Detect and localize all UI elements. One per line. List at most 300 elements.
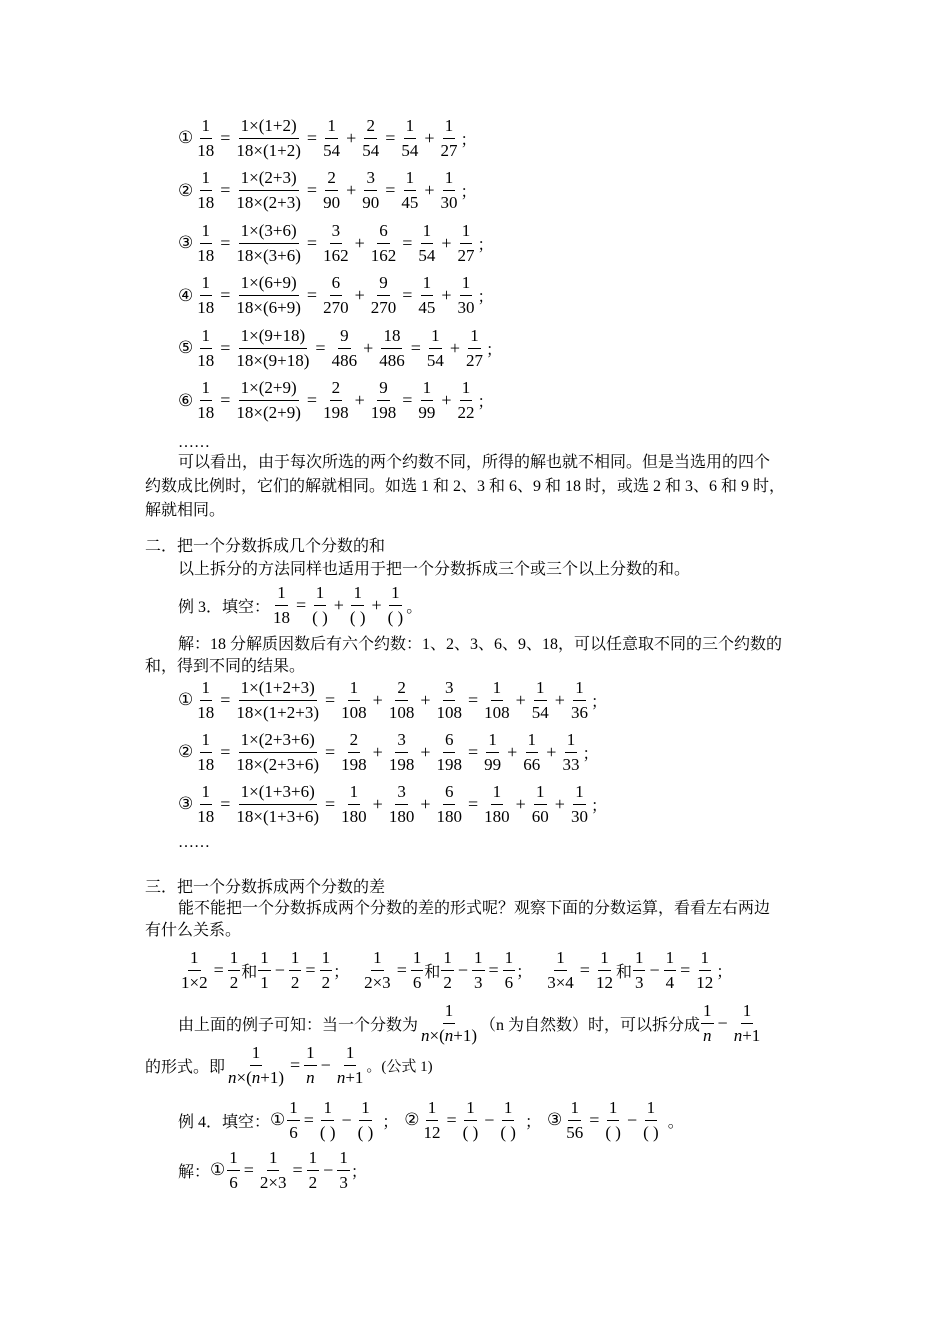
denominator: 45 [418, 298, 436, 317]
fraction [234, 780, 321, 829]
fraction [439, 166, 460, 215]
numerator: 1 [404, 166, 417, 191]
numerator: 1 [460, 376, 473, 401]
punctuation: ； [333, 963, 350, 981]
fraction [258, 946, 271, 995]
fraction [321, 219, 351, 268]
numerator: 1 [503, 946, 516, 971]
fraction [195, 271, 216, 320]
equation-line [178, 166, 477, 216]
circle-number: ④ [178, 285, 194, 305]
fraction [482, 780, 512, 829]
operator: = [325, 793, 336, 814]
fraction [362, 946, 393, 995]
numerator: 1 [421, 376, 434, 401]
denominator: ( ) [500, 1122, 516, 1142]
numerator: 1×(1+2) [239, 114, 299, 139]
fraction [503, 946, 516, 995]
operator: + [554, 793, 565, 814]
and-word: 和 [424, 963, 441, 981]
fraction [234, 728, 321, 777]
operator: = [213, 959, 224, 980]
operator: − [274, 959, 285, 980]
numerator: 1 [200, 728, 213, 753]
circle-number: ③ [178, 233, 194, 252]
section-intro: 以上拆分的方法同样也适用于把一个分数拆成三个或三个以上分数的和。 [178, 561, 691, 578]
denominator: 54 [401, 140, 419, 160]
denominator: 18 [197, 350, 215, 370]
and-word: 和 [615, 963, 632, 981]
equation-line [178, 218, 494, 268]
denominator: 180 [388, 806, 415, 826]
operator: + [346, 180, 357, 200]
fraction [664, 946, 677, 995]
fraction [226, 1041, 286, 1090]
numerator: 1 [258, 946, 271, 971]
fraction [195, 114, 216, 163]
denominator: 3×4 [547, 972, 574, 992]
numerator: 1 [307, 1146, 320, 1171]
numerator: 1 [200, 324, 213, 349]
punctuation: ； [350, 1163, 367, 1181]
operator: = [385, 127, 396, 148]
denominator: 18 [197, 403, 215, 422]
denominator: 3 [474, 972, 483, 992]
punctuation: 。 [406, 598, 423, 616]
denominator: 18×(1+2) [236, 140, 301, 160]
operator: = [402, 285, 413, 305]
fraction [416, 271, 437, 320]
fraction [530, 676, 551, 725]
fraction [694, 946, 715, 995]
operator: = [220, 180, 231, 200]
numerator: 1 [464, 1096, 477, 1121]
operator: − [323, 1159, 334, 1180]
numerator: 2 [395, 676, 408, 701]
numerator: 6 [330, 271, 343, 296]
circle-number: ② [178, 180, 194, 200]
fraction [482, 676, 512, 725]
fraction [234, 166, 303, 215]
denominator: 162 [370, 245, 397, 265]
punctuation: ； [582, 745, 599, 763]
numerator: 1 [443, 114, 456, 139]
denominator: 54 [418, 245, 436, 265]
numerator: 1 [411, 946, 424, 971]
denominator: ( ) [387, 607, 404, 627]
numerator: 1 [633, 946, 646, 971]
fraction [461, 1096, 481, 1145]
fraction [399, 114, 420, 163]
circle-number: ③ [178, 794, 194, 813]
denominator: 18 [273, 607, 291, 627]
section-heading: 二．把一个分数拆成几个分数的和 [145, 538, 386, 555]
fraction [411, 946, 424, 995]
operator: = [488, 959, 499, 980]
numerator: 1×(1+2+3) [239, 676, 317, 701]
operator: = [306, 285, 318, 305]
denominator: 18 [197, 702, 215, 722]
operator: = [296, 594, 307, 615]
fraction [289, 946, 302, 995]
denominator: 90 [362, 193, 380, 212]
numerator: 1 [200, 780, 213, 805]
numerator: 1 [664, 946, 677, 971]
numerator: 9 [338, 324, 351, 349]
paragraph-line: 约数成比例时，它们的解就相同。如选 1 和 2、3 和 6、9 和 18 时，或选 2 和 3、6 和 9 时， [145, 478, 786, 495]
numerator: 1 [491, 676, 504, 701]
punctuation: ； [590, 693, 607, 711]
denominator: 3 [339, 1172, 348, 1192]
numerator: 6 [443, 728, 456, 753]
operator: − [649, 959, 660, 980]
fraction [521, 728, 542, 777]
operator: = [325, 689, 336, 710]
numerator: 9 [377, 376, 390, 401]
numerator: 1 [200, 166, 213, 191]
numerator: 1 [491, 780, 504, 805]
numerator: 1 [565, 728, 578, 753]
fraction [422, 1096, 443, 1145]
fraction [195, 219, 216, 268]
numerator: 1 [228, 946, 241, 971]
fraction [456, 219, 477, 268]
operator: = [402, 232, 413, 253]
numerator: 1×(2+3) [239, 166, 299, 191]
numerator: 1 [607, 1096, 620, 1121]
fraction [339, 676, 369, 725]
operator: + [554, 689, 565, 710]
equation-line [178, 376, 494, 426]
numerator: 1 [460, 219, 473, 244]
numerator: 1 [304, 1041, 317, 1066]
denominator: 6 [289, 1122, 298, 1142]
fraction [594, 946, 615, 995]
denominator: 90 [323, 193, 341, 212]
denominator: 2 [308, 1172, 318, 1192]
fraction [321, 114, 342, 163]
fraction [195, 166, 216, 215]
denominator: 36 [570, 702, 588, 722]
operator: + [372, 689, 383, 710]
operator: + [363, 337, 374, 358]
denominator: 27 [440, 140, 458, 160]
denominator: 180 [484, 806, 510, 826]
fraction [530, 780, 551, 829]
fraction [234, 271, 303, 320]
denominator: 198 [370, 403, 397, 422]
fraction [258, 1146, 289, 1195]
denominator: 198 [388, 754, 415, 774]
denominator: 1 [260, 972, 269, 992]
denominator: ( ) [605, 1122, 621, 1142]
denominator: 198 [341, 754, 367, 774]
fraction [337, 1146, 350, 1195]
numerator: 1 [534, 676, 547, 701]
operator: = [402, 390, 413, 410]
example-label: 例 4．填空： [178, 1113, 271, 1131]
operator: = [220, 232, 231, 253]
denominator: 108 [388, 702, 415, 722]
denominator: 18 [197, 806, 215, 826]
fraction [234, 219, 303, 268]
and-word: 和 [241, 963, 258, 981]
punctuation: ； [524, 1113, 541, 1131]
operator: − [484, 1109, 495, 1130]
denominator: 2×3 [259, 1172, 287, 1192]
denominator: 18×(2+3) [236, 193, 301, 212]
denominator: 486 [331, 350, 358, 370]
numerator: 1 [348, 676, 361, 701]
punctuation: ； [382, 1113, 399, 1131]
fraction [434, 676, 464, 725]
numerator: 1 [325, 114, 338, 139]
operator: = [306, 180, 318, 200]
fraction [439, 114, 460, 163]
numerator: 3 [364, 166, 377, 191]
denominator: 12 [696, 972, 714, 992]
fraction [387, 728, 417, 777]
numerator: 3 [443, 676, 456, 701]
fraction [304, 1041, 317, 1090]
fraction [564, 1096, 585, 1145]
denominator: 18 [197, 298, 215, 317]
section-intro: 能不能把一个分数拆成两个分数的差的形式呢？观察下面的分数运算，看看左右两边 [178, 900, 771, 917]
fraction [464, 324, 485, 373]
fraction [320, 946, 333, 995]
denominator: 18 [197, 245, 215, 265]
operator: + [372, 793, 383, 814]
denominator: 12 [423, 1122, 441, 1142]
fraction [472, 946, 485, 995]
fraction [339, 780, 369, 829]
denominator: 22 [457, 403, 475, 422]
circle-number: ① [178, 690, 194, 709]
fraction [321, 271, 351, 320]
denominator: 30 [440, 193, 458, 212]
denominator: ( ) [462, 1122, 479, 1142]
equation-line [178, 271, 494, 321]
numerator: 1 [534, 780, 547, 805]
fraction [641, 1096, 661, 1145]
denominator: n×(n+1) [228, 1067, 285, 1087]
numerator: 1×(3+6) [239, 219, 299, 244]
numerator: 1 [348, 780, 361, 805]
operator: + [354, 390, 365, 410]
solution-line: 和，得到不同的结果。 [145, 658, 306, 675]
solution-line: 解：18 分解质因数后有六个约数：1、2、3、6、9、18，可以任意取不同的三个约数的 [178, 636, 783, 653]
denominator: 180 [341, 806, 367, 826]
denominator: 270 [323, 298, 349, 317]
formula-text: （n 为自然数）时，可以拆分成 [480, 1016, 701, 1034]
denominator: n+1 [336, 1067, 364, 1087]
operator: = [220, 793, 231, 814]
fraction [228, 946, 241, 995]
numerator: 1×(2+3+6) [239, 728, 317, 753]
operator: = [680, 959, 691, 980]
fraction [701, 999, 714, 1048]
numerator: 1 [443, 999, 456, 1024]
operator: = [315, 337, 326, 358]
operator: + [441, 232, 452, 253]
denominator: 30 [570, 806, 588, 826]
numerator: 1 [200, 376, 213, 401]
punctuation: ； [477, 236, 494, 254]
formula-label: 。(公式 1) [366, 1058, 433, 1075]
numerator: 1×(2+9) [239, 376, 299, 401]
numerator: 1 [200, 271, 213, 296]
fraction [441, 946, 454, 995]
numerator: 1 [441, 946, 454, 971]
denominator: 99 [484, 754, 502, 774]
operator: + [515, 793, 526, 814]
denominator: 108 [436, 702, 462, 722]
numerator: 1 [287, 1096, 300, 1121]
operator: + [420, 741, 431, 762]
denominator: 12 [595, 972, 613, 992]
operator: = [220, 127, 231, 148]
operator: + [333, 594, 344, 615]
numerator: 1 [344, 1041, 357, 1066]
operator: = [579, 959, 590, 980]
numerator: 1 [320, 946, 333, 971]
numerator: 1 [468, 324, 481, 349]
denominator: ( ) [643, 1122, 659, 1142]
fraction [195, 324, 216, 373]
denominator: 270 [370, 298, 397, 317]
numerator: 1 [502, 1096, 515, 1121]
paragraph-line: 解就相同。 [145, 502, 226, 519]
numerator: 2 [364, 114, 377, 139]
operator: = [306, 127, 318, 148]
fraction [195, 376, 216, 425]
denominator: 18×(2+3+6) [236, 754, 319, 774]
equation-line [178, 727, 598, 777]
fraction [195, 780, 216, 829]
denominator: 198 [323, 403, 349, 422]
denominator: 4 [665, 972, 675, 992]
operator: + [441, 285, 452, 305]
fraction [234, 114, 303, 163]
denominator: 198 [436, 754, 462, 774]
punctuation: ； [460, 131, 477, 149]
operator: + [420, 793, 431, 814]
operator: = [396, 959, 407, 980]
operator: + [424, 127, 435, 148]
operator: = [243, 1159, 254, 1180]
denominator: 27 [466, 350, 484, 370]
numerator: 1 [289, 946, 302, 971]
ellipsis: …… [178, 434, 210, 451]
fraction [399, 166, 420, 215]
numerator: 1 [426, 1096, 439, 1121]
numerator: 1 [472, 946, 485, 971]
numerator: 1 [573, 676, 586, 701]
denominator: 18×(1+2+3) [236, 702, 319, 722]
fraction [425, 324, 446, 373]
numerator: 1 [486, 728, 499, 753]
fraction [456, 376, 477, 425]
operator: + [354, 285, 365, 305]
numerator: 1×(1+3+6) [239, 780, 317, 805]
denominator: 66 [523, 754, 541, 774]
denominator: 18 [197, 754, 215, 774]
fraction [416, 219, 437, 268]
denominator: 18 [197, 140, 215, 160]
circle-number: ⑤ [178, 338, 194, 357]
fraction [234, 376, 303, 425]
fraction [603, 1096, 623, 1145]
fraction [287, 1096, 300, 1145]
denominator: ( ) [357, 1122, 374, 1142]
numerator: 18 [381, 324, 402, 349]
punctuation: 。 [667, 1113, 684, 1131]
numerator: 1 [699, 946, 712, 971]
punctuation: ； [590, 797, 607, 815]
denominator: 6 [504, 972, 514, 992]
solution-4 [178, 1145, 367, 1195]
formula-text: 的形式。即 [145, 1058, 226, 1076]
circle-number: ② [404, 1110, 420, 1129]
operator: − [717, 1012, 728, 1033]
operator: = [290, 1054, 301, 1075]
fraction [330, 324, 360, 373]
fraction [387, 780, 417, 829]
numerator: 2 [348, 728, 361, 753]
fraction [321, 376, 351, 425]
operator: = [305, 959, 316, 980]
fraction [498, 1096, 518, 1145]
fraction [732, 999, 763, 1048]
fraction [633, 946, 646, 995]
fraction [234, 324, 311, 373]
operator: + [507, 741, 518, 762]
fraction [434, 728, 464, 777]
formula-1 [145, 1040, 433, 1090]
denominator: 27 [457, 245, 475, 265]
fraction [569, 676, 590, 725]
solution-label: 解： [178, 1163, 211, 1181]
fraction [360, 114, 381, 163]
numerator: 1 [321, 1096, 334, 1121]
operator: − [626, 1109, 638, 1130]
operator: = [410, 337, 421, 358]
fraction [271, 581, 292, 630]
numerator: 1 [701, 999, 714, 1024]
numerator: 3 [395, 780, 408, 805]
fraction [195, 676, 216, 725]
fraction [387, 676, 417, 725]
numerator: 1 [200, 676, 213, 701]
operator: + [371, 594, 382, 615]
circle-number: ③ [546, 1110, 563, 1129]
operator: = [220, 741, 231, 762]
fraction [310, 581, 330, 630]
punctuation: ； [460, 184, 477, 201]
numerator: 1 [200, 219, 213, 244]
operator: + [515, 689, 526, 710]
numerator: 1 [573, 780, 586, 805]
numerator: 1 [460, 271, 473, 296]
numerator: 1 [188, 946, 201, 971]
numerator: 1 [554, 946, 567, 971]
denominator: 180 [436, 806, 462, 826]
denominator: ( ) [349, 607, 366, 627]
operator: = [220, 285, 231, 305]
denominator: 108 [484, 702, 510, 722]
fraction [360, 166, 381, 215]
section-heading: 三．把一个分数拆成两个分数的差 [145, 879, 386, 896]
